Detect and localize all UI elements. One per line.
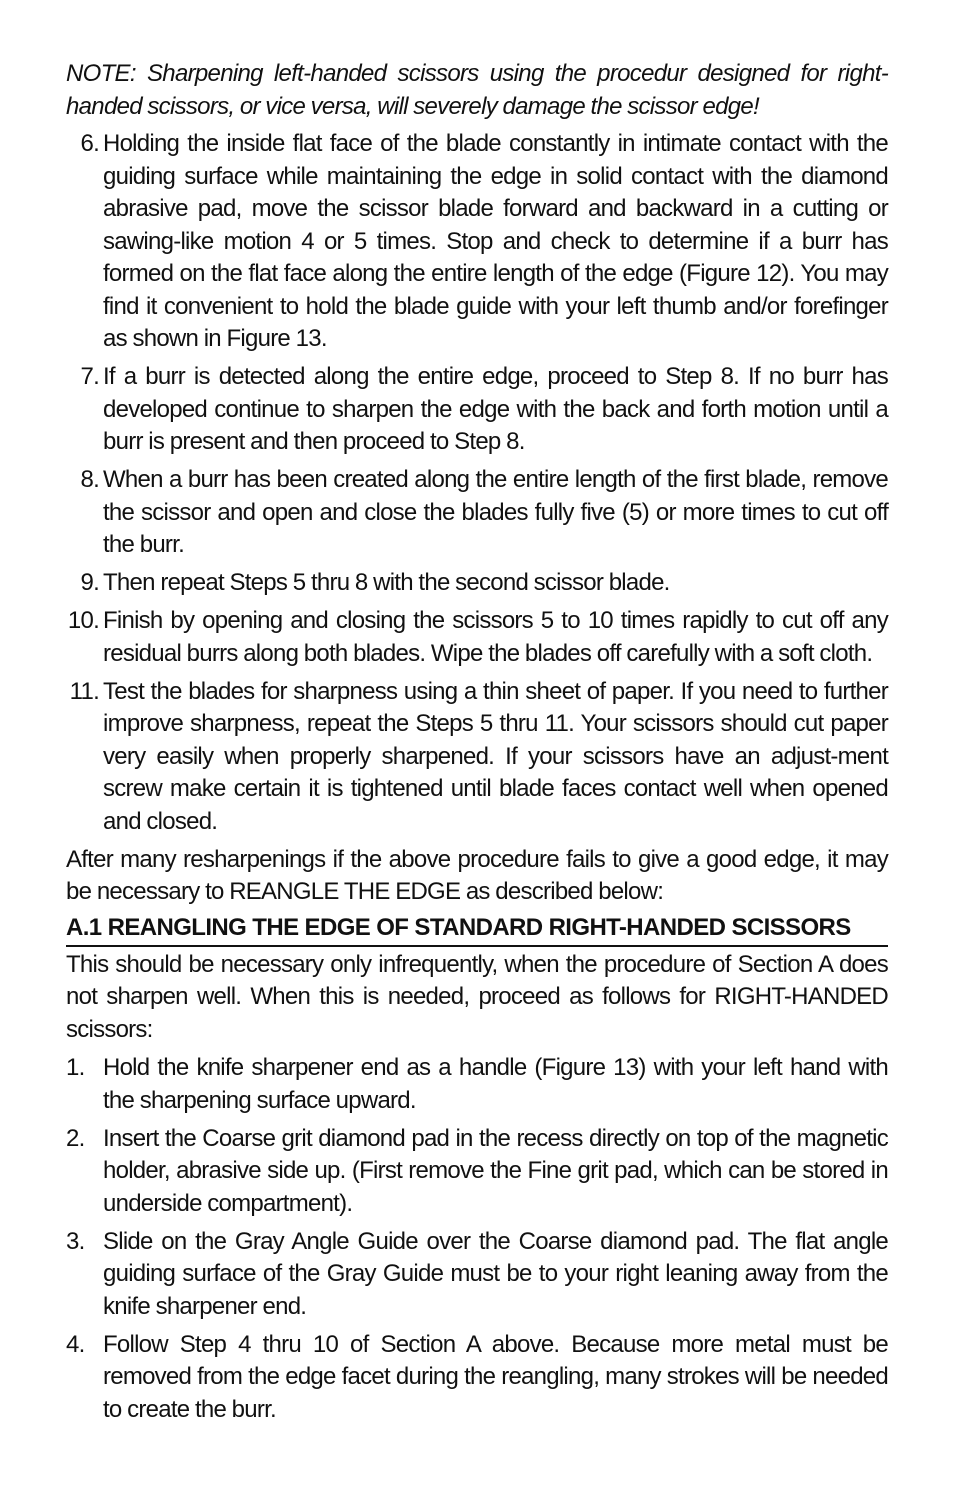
step-text: Slide on the Gray Angle Guide over the Coarse diamond pad. The flat angle guiding surface of the Gray Guide must be to your right leaning away from the knife sharpener end. [103, 1227, 888, 1320]
warning-note: NOTE: Sharpening left-handed scissors using the procedur designed for right-handed scissors, or vice versa, will severely damage the scissor edge! [66, 60, 888, 120]
list-item [66, 1226, 888, 1324]
step-text: Test the blades for sharpness using a thin sheet of paper. If you need to further improve sharpness, repeat the Steps 5 thru 11. Your scissors should cut paper very easily when properly sharpened. If your scissors have an adjust-ment screw make certain it is tightened until blade faces contact well when opened and closed. [103, 677, 888, 835]
reangle-intro-paragraph: After many resharpenings if the above procedure fails to give a good edge, it may be necessary to REANGLE THE EDGE as described below: [66, 845, 888, 905]
list-item [66, 1052, 888, 1117]
step-number: 6. [80, 130, 99, 157]
step-number: 9. [80, 569, 99, 596]
list-item [66, 361, 888, 459]
section-intro-paragraph: This should be necessary only infrequently, when the procedure of Section A does not sharpen well. When this is needed, proceed as follows for RIGHT-HANDED scissors: [66, 950, 888, 1043]
step-number: 10. [67, 607, 99, 634]
list-item [66, 1123, 888, 1221]
list-item [66, 567, 888, 600]
step-text: When a burr has been created along the entire length of the first blade, remove the scissor and open and close the blades fully five (5) or more times to cut off the burr. [103, 466, 888, 558]
step-text: Follow Step 4 thru 10 of Section A above. Because more metal must be removed from the edge facet during the reangling, many strokes will be needed to create the burr. [103, 1330, 888, 1423]
step-text: Insert the Coarse grit diamond pad in the recess directly on top of the magnetic holder, abrasive side up. (First remove the Fine grit pad, which can be stored in underside compartment). [103, 1124, 888, 1217]
reangling-steps-list [66, 1052, 888, 1426]
step-number: 11. [69, 677, 99, 705]
step-text: If a burr is detected along the entire edge, proceed to Step 8. If no burr has developed continue to sharpen the edge with the back and forth motion until a burr is present and then proceed to Step 8. [103, 363, 888, 455]
step-number: 8. [80, 466, 99, 493]
list-item [66, 605, 888, 670]
step-text: Hold the knife sharpener end as a handle (Figure 13) with your left hand with the sharpening surface upward. [103, 1054, 888, 1114]
list-item [66, 1329, 888, 1427]
sharpening-steps-list [66, 128, 888, 838]
step-text: Finish by opening and closing the scissors 5 to 10 times rapidly to cut off any residual burrs along both blades. Wipe the blades off carefully with a soft cloth. [103, 607, 888, 667]
list-item [66, 464, 888, 562]
list-item [66, 676, 888, 839]
step-number: 4. [66, 1330, 85, 1358]
list-item [66, 128, 888, 356]
step-text: Holding the inside flat face of the blade constantly in intimate contact with the guiding surface while maintaining the edge in solid contact with the diamond abrasive pad, move the scissor blade forward and backward in a cutting or sawing-like motion 4 or 5 times. Stop and check to determine if a burr has formed on the flat face along the entire length of the edge (Figure 12). You may find it convenient to hold the blade guide with your left thumb and/or forefinger as shown in Figure 13. [103, 130, 888, 352]
step-text: Then repeat Steps 5 thru 8 with the second scissor blade. [103, 569, 670, 596]
step-number: 1. [66, 1054, 85, 1081]
step-number: 3. [66, 1227, 85, 1255]
step-number: 7. [80, 363, 99, 390]
document-page [66, 58, 888, 1432]
step-number: 2. [66, 1124, 85, 1152]
section-heading: A.1 REANGLING THE EDGE OF STANDARD RIGHT-HANDED SCISSORS [66, 913, 888, 947]
